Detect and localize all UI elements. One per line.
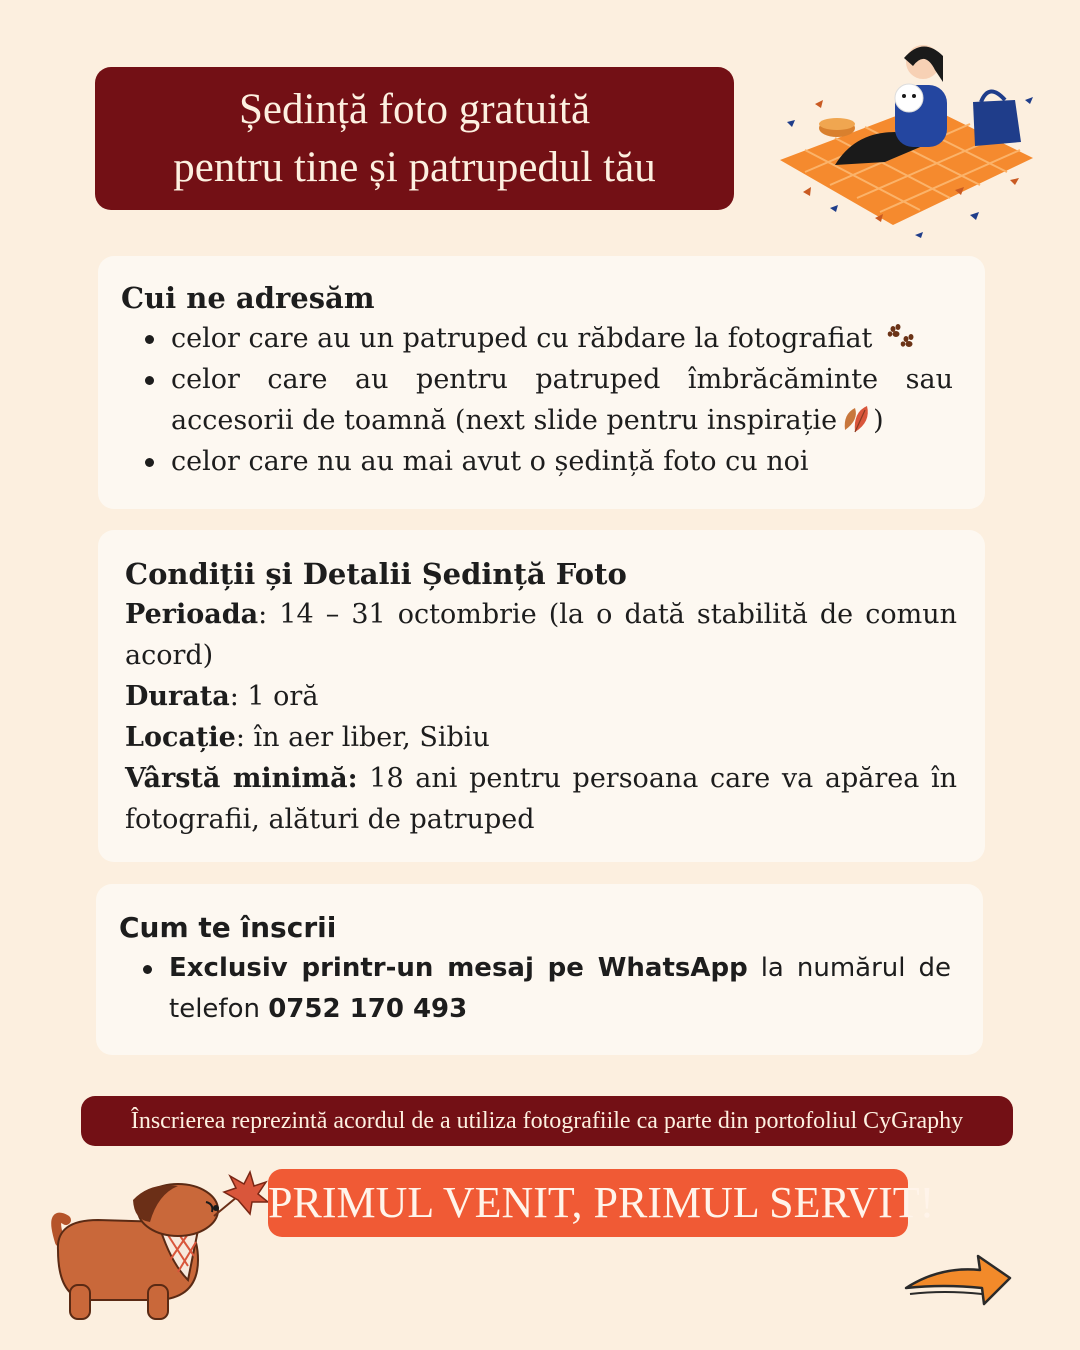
audience-item-3-text: celor care nu au mai avut o ședință foto cu noi [171,446,809,477]
conditions-card [98,530,985,862]
phone-number: 0752 170 493 [268,994,468,1024]
duration-row [125,676,957,717]
period-row [125,594,957,676]
cta-banner: PRIMUL VENIT, PRIMUL SERVIT! [268,1169,908,1237]
list-item [121,441,953,482]
dachshund-illustration [38,1170,268,1330]
next-arrow-icon [900,1248,1015,1310]
audience-item-2-suffix: ) [873,405,884,436]
location-value: : în aer liber, Sibiu [235,722,490,753]
age-value: 18 ani pentru persoana care va apărea în fotografii, alături de patruped [125,763,957,835]
title-banner [95,67,734,210]
list-item [119,948,951,1030]
period-value: : 14 – 31 octombrie (la o dată stabilită de comun acord) [125,599,957,671]
location-row [125,717,957,758]
signup-mid-text: la numărul de telefon [169,953,951,1024]
consent-note: Înscrierea reprezintă acordul de a utiliza fotografiile ca parte din portofoliul CyGraphy [81,1096,1013,1146]
age-row [125,758,957,840]
duration-label: Durata [125,681,230,712]
audience-card [98,256,985,509]
location-label: Locație [125,722,236,753]
list-item [121,359,953,441]
audience-list [121,318,953,482]
duration-value: : 1 oră [229,681,319,712]
period-label: Perioada [125,599,259,630]
paw-prints-icon [887,323,917,351]
audience-item-2-text: celor care au pentru patruped îmbrăcăminte sau accesorii de toamnă (next slide pentru inspirație [171,364,953,436]
signup-list [119,948,951,1030]
audience-item-1-text: celor care au un patruped cu răbdare la fotografiat [171,323,873,354]
list-item [121,318,953,359]
signup-heading: Cum te înscrii [119,911,337,944]
title-line-1: Ședință foto gratuită [238,85,591,133]
conditions-heading: Condiții și Detalii Ședință Foto [125,557,627,591]
title-line-2: pentru tine și patrupedul tău [173,143,656,191]
audience-heading: Cui ne adresăm [121,281,375,315]
signup-bold-text: Exclusiv printr-un mesaj pe WhatsApp [169,953,748,983]
autumn-leaves-icon [841,404,873,434]
signup-card [96,884,983,1055]
age-label: Vârstă minimă: [125,763,358,794]
picnic-illustration [775,40,1040,240]
